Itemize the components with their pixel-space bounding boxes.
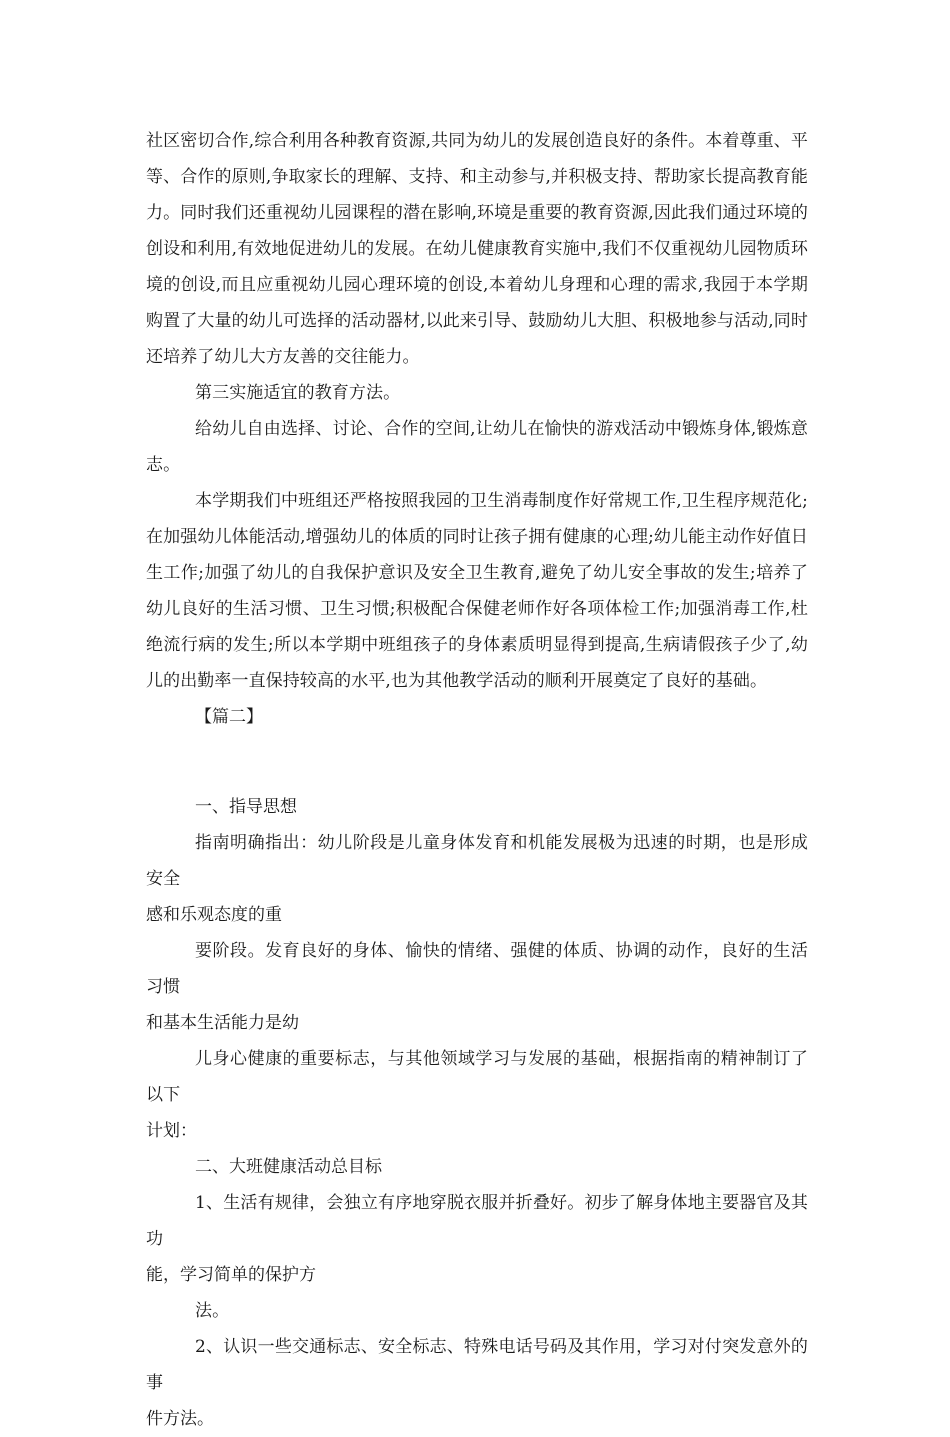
guide-line-1a: 指南明确指出：幼儿阶段是儿童身体发育和机能发展极为迅速的时期，也是形成安全 xyxy=(146,833,808,889)
section-title-part-two: 【篇二】 xyxy=(195,707,263,727)
paragraph-third-method: 第三实施适宜的教育方法。 xyxy=(195,383,401,403)
paragraph-hygiene-work: 本学期我们中班组还严格按照我园的卫生消毒制度作好常规工作,卫生程序规范化;在加强幼儿体能活动,增强幼儿的体质的同时让孩子拥有健康的心理;幼儿能主动作好值日生工作;加强了幼儿的自我保护意识及安全卫生教育,避免了幼儿安全事故的发生;培养了幼儿良好的生活习惯、卫生习惯;积极配合保健老师作好各项体检工作;加强消毒工作,杜绝流行病的发生;所以本学期中班组孩子的身体素质明显得到提高,生病请假孩子少了,幼儿的出勤率一直保持较高的水平,也为其他教学活动的顺利开展奠定了良好的基础。 xyxy=(146,491,808,691)
goal-2-line-b: 件方法。 xyxy=(146,1409,214,1429)
heading-guiding-ideology: 一、指导思想 xyxy=(195,797,297,817)
heading-overall-goals: 二、大班健康活动总目标 xyxy=(195,1157,382,1177)
guide-line-2b: 和基本生活能力是幼 xyxy=(146,1013,299,1033)
guide-line-3b: 计划： xyxy=(146,1121,197,1141)
paragraph-community-cooperation: 社区密切合作,综合利用各种教育资源,共同为幼儿的发展创造良好的条件。本着尊重、平等、合作的原则,争取家长的理解、支持、和主动参与,并积极支持、帮助家长提高教育能力。同时我们还重视幼儿园课程的潜在影响,环境是重要的教育资源,因此我们通过环境的创设和利用,有效地促进幼儿的发展。在幼儿健康教育实施中,我们不仅重视幼儿园物质环境的创设,而且应重视幼儿园心理环境的创设,本着幼儿身理和心理的需求,我园于本学期购置了大量的幼儿可选择的活动器材,以此来引导、鼓励幼儿大胆、积极地参与活动,同时还培养了幼儿大方友善的交往能力。 xyxy=(146,131,808,367)
goal-1-line-c: 法。 xyxy=(195,1301,230,1321)
document-body xyxy=(146,123,808,1437)
goal-1-line-b: 能，学习简单的保护方 xyxy=(146,1265,316,1285)
goal-1-line-a: 1、生活有规律，会独立有序地穿脱衣服并折叠好。初步了解身体地主要器官及其功 xyxy=(146,1193,808,1249)
goal-2-line-a: 2、认识一些交通标志、安全标志、特殊电话号码及其作用，学习对付突发意外的事 xyxy=(146,1337,808,1393)
spacer xyxy=(146,735,808,789)
guide-line-2a: 要阶段。发育良好的身体、愉快的情绪、强健的体质、协调的动作，良好的生活习惯 xyxy=(146,941,808,997)
guide-line-1b: 感和乐观态度的重 xyxy=(146,905,282,925)
paragraph-free-choice: 给幼儿自由选择、讨论、合作的空间,让幼儿在愉快的游戏活动中锻炼身体,锻炼意志。 xyxy=(146,419,808,475)
guide-line-3a: 儿身心健康的重要标志，与其他领域学习与发展的基础，根据指南的精神制订了以下 xyxy=(146,1049,808,1105)
